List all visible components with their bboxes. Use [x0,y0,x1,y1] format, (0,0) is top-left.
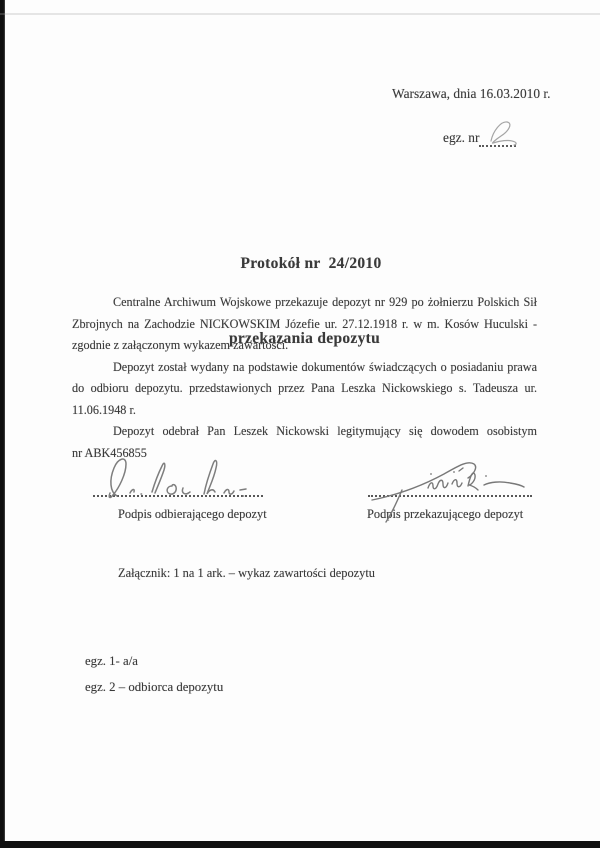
copy-distribution [85,648,223,700]
scan-edge-bottom [0,841,600,848]
body-line: Depozyt odebrał Pan Leszek Nickowski legitymujący się dowodem osobistym [113,424,537,438]
copy-distribution-line: egz. 1- a/a [85,654,138,668]
body-line: Centralne Archiwum Wojskowe przekazuje depozyt nr 929 po żołnierzu Polskich Sił [113,295,537,309]
signature-receiver-handwriting [86,452,251,504]
signature-label-receiver: Podpis odbierającego depozyt [118,507,267,521]
title-line-2: przekazania depozytu [228,330,381,347]
attachment-line: Załącznik: 1 na 1 ark. – wykaz zawartości depozytu [118,566,375,580]
body-line: zgodnie z załączonym wykazem zawartości. [72,338,289,352]
scan-edge-left [0,0,5,848]
copy-number-label: egz. nr [443,130,480,145]
handwritten-copy-number [487,117,521,149]
document-body [72,292,537,464]
title-line-1: Protokół nr 24/2010 [240,255,382,272]
scan-artifact-top-line [0,13,600,15]
body-line: Depozyt został wydany na podstawie dokumentów świadczących o posiadaniu prawa [113,359,537,374]
body-line: do odbioru depozytu. przedstawionych przez Pana Leszka Nickowskiego s. Tadeusza ur. [72,381,537,395]
body-line: Zbrojnych na Zachodzie NICKOWSKIM Józefie ur. 27.12.1918 r. w m. Kosów Huculski - [72,316,537,331]
city-date-line: Warszawa, dnia 16.03.2010 r. [392,86,551,101]
body-line: 11.06.1948 r. [72,402,136,417]
signature-label-transferor: Podpis przekazującego depozyt [367,507,524,521]
body-line: nr ABK456855 [72,445,147,460]
signature-transferor-handwriting [358,456,536,526]
copy-distribution-line: egz. 2 – odbiorca depozytu [85,680,224,694]
